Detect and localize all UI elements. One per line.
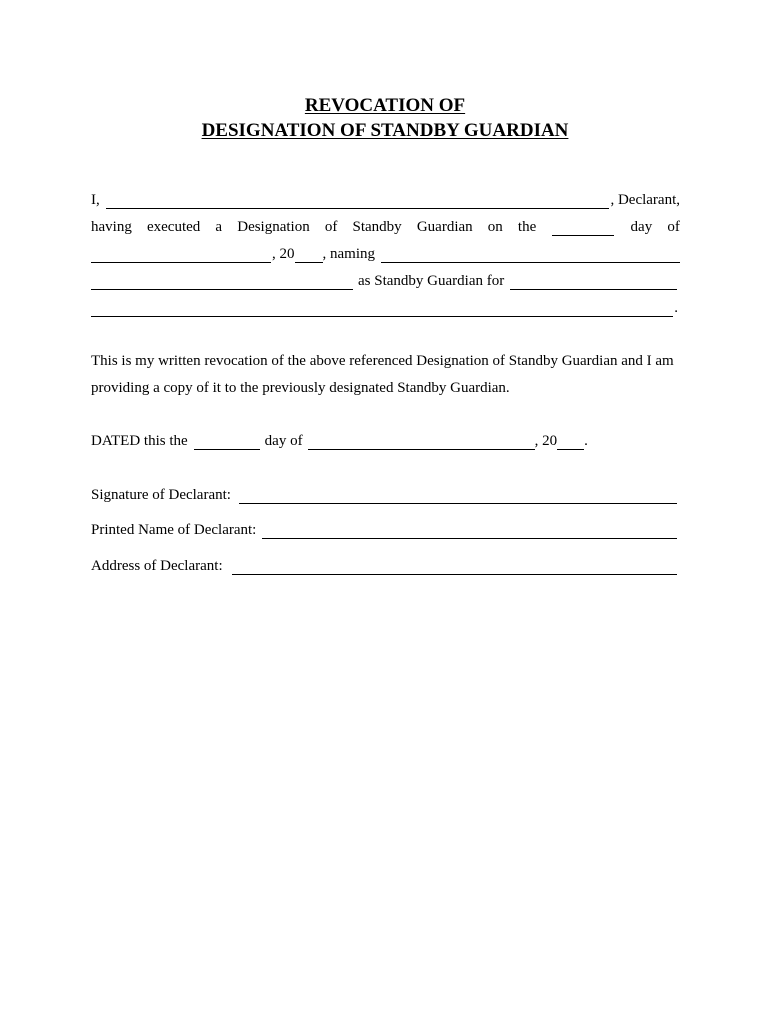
printed-name-line — [91, 519, 677, 539]
naming-label: , naming — [322, 246, 375, 262]
signature-blank[interactable] — [239, 488, 677, 504]
word: Standby — [352, 219, 402, 235]
word: having — [91, 219, 132, 235]
designation-month-blank[interactable] — [91, 247, 271, 263]
word: day — [630, 219, 653, 235]
dated-day-blank[interactable] — [194, 434, 260, 450]
document-title-line-2: DESIGNATION OF STANDBY GUARDIAN — [201, 120, 569, 141]
address-blank[interactable] — [232, 559, 677, 575]
revocation-statement — [91, 348, 686, 402]
year-prefix: , 20 — [272, 246, 295, 262]
declarant-suffix: , Declarant, — [610, 192, 680, 208]
word: of — [324, 219, 338, 235]
child-name-blank[interactable] — [510, 274, 677, 290]
dated-period: . — [584, 433, 588, 449]
designation-year-blank[interactable] — [295, 247, 323, 263]
designation-day-blank[interactable] — [552, 220, 614, 236]
signature-label: Signature of Declarant: — [91, 487, 231, 503]
guardian-name-blank[interactable] — [381, 247, 680, 263]
month-year-naming-line — [91, 243, 680, 263]
child-name-continued-line — [91, 297, 678, 317]
guardian-name-continued-blank[interactable] — [91, 274, 353, 290]
dated-year-blank[interactable] — [557, 434, 584, 450]
address-line — [91, 555, 677, 575]
printed-name-blank[interactable] — [262, 523, 677, 539]
word: a — [215, 219, 223, 235]
period: . — [674, 300, 678, 316]
word: the — [517, 219, 537, 235]
word: Guardian — [416, 219, 473, 235]
dated-prefix: DATED this the — [91, 433, 188, 449]
word: on — [487, 219, 503, 235]
word: Designation — [237, 219, 310, 235]
statement-line-1: This is my written revocation of the above referenced Designation of Standby Guardian and I am — [91, 353, 674, 369]
executed-line — [91, 216, 680, 236]
dated-line — [91, 430, 588, 450]
declarant-name-line — [91, 189, 680, 209]
document-title-line-1: REVOCATION OF — [304, 95, 466, 116]
day-of-label: day of — [264, 433, 303, 449]
printed-name-label: Printed Name of Declarant: — [91, 522, 257, 538]
statement-line-2: providing a copy of it to the previously designated Standby Guardian. — [91, 380, 510, 396]
child-name-continued-blank[interactable] — [91, 301, 673, 317]
address-label: Address of Declarant: — [91, 558, 223, 574]
dated-year-prefix: , 20 — [534, 433, 558, 449]
standby-guardian-for-label: as Standby Guardian for — [358, 273, 505, 289]
signature-line — [91, 484, 677, 504]
declarant-prefix: I, — [91, 192, 100, 208]
dated-month-blank[interactable] — [308, 434, 535, 450]
word: of — [667, 219, 680, 235]
standby-guardian-for-line — [91, 270, 677, 290]
word: executed — [146, 219, 201, 235]
declarant-name-blank[interactable] — [106, 193, 610, 209]
